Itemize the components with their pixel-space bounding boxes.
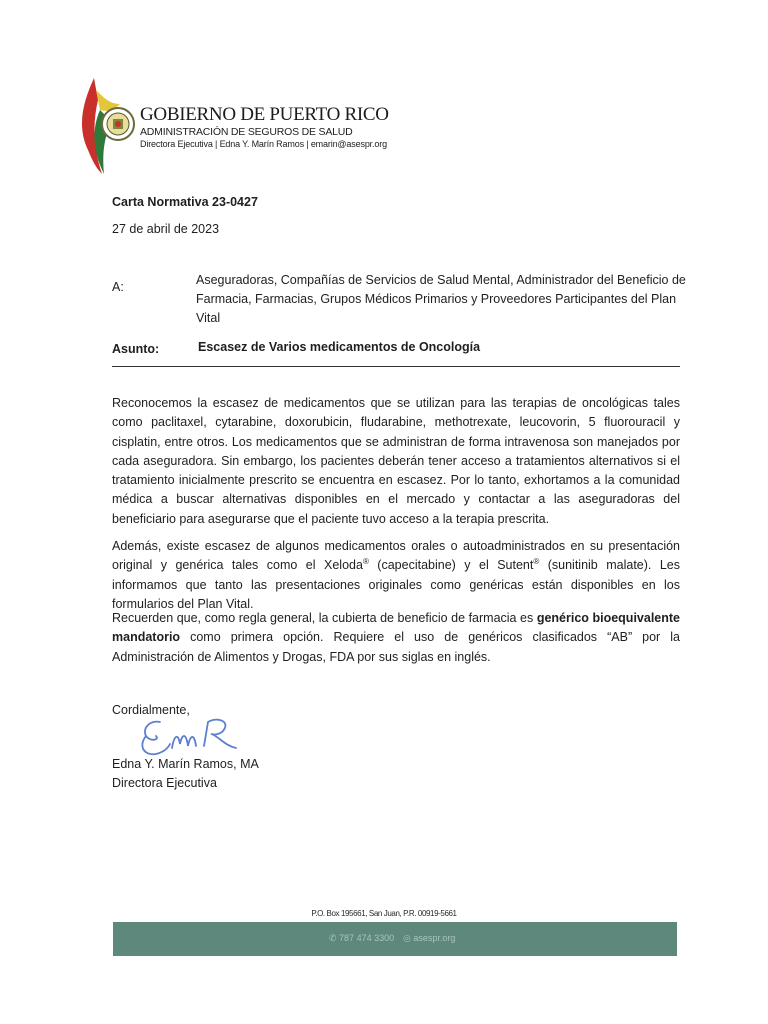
government-emblem-icon xyxy=(74,70,138,180)
phone-icon: ✆ xyxy=(329,933,340,943)
body-paragraph-3 xyxy=(112,609,680,667)
subject-divider xyxy=(112,366,680,367)
signer-title: Directora Ejecutiva xyxy=(112,776,217,790)
registered-mark: ® xyxy=(533,557,540,567)
paragraph-2-text-2: (capecitabine) y el Sutent xyxy=(368,558,534,573)
body-paragraph-2 xyxy=(112,537,680,614)
paragraph-3-bold-text: genérico bioequivalente mandatorio xyxy=(112,611,680,645)
footer-phone xyxy=(329,933,394,944)
footer-web-address: asespr.org xyxy=(413,933,456,943)
signer-name: Edna Y. Marín Ramos, MA xyxy=(112,757,259,771)
recipients-text: Aseguradoras, Compañías de Servicios de Salud Mental, Administrador del Beneficio de Farmacia, Farmacias, Grupos Médicos Primarios y Proveedores Participantes del Plan Vital xyxy=(196,273,686,325)
footer-band xyxy=(113,922,677,956)
paragraph-2-text-3: (sunitinib malate). Les informamos que tanto las presentaciones originales como genéricas están disponibles en los formularios del Plan Vital. xyxy=(112,558,680,611)
letterhead-agency: ADMINISTRACIÓN DE SEGUROS DE SALUD xyxy=(140,126,353,138)
footer-phone-number: 787 474 3300 xyxy=(339,933,395,943)
subject-text: Escasez de Varios medicamentos de Oncología xyxy=(198,340,481,354)
letter-title: Carta Normativa 23-0427 xyxy=(112,195,258,209)
recipients-label: A: xyxy=(112,280,124,294)
footer-address: P.O. Box 195661, San Juan, P.R. 00919-5661 xyxy=(311,909,457,918)
footer-web xyxy=(403,933,455,944)
subject-label: Asunto: xyxy=(112,342,160,356)
signature-image xyxy=(138,714,248,760)
letterhead-org: GOBIERNO DE PUERTO RICO xyxy=(140,104,389,125)
paragraph-2-text-1: Además, existe escasez de algunos medicamentos orales o autoadministrados en su presentación original y genérica tales como el Xeloda xyxy=(112,539,680,573)
letterhead-director-line: Directora Ejecutiva | Edna Y. Marín Ramos | emarin@asespr.org xyxy=(140,139,387,149)
letter-date: 27 de abril de 2023 xyxy=(112,222,220,236)
web-icon: ◎ xyxy=(403,933,414,943)
paragraph-3-text-2: como primera opción. Requiere el uso de genéricos clasificados “AB” por la Administración de Alimentos y Drogas, FDA por sus siglas en inglés. xyxy=(112,630,680,664)
registered-mark: ® xyxy=(362,557,369,567)
body-paragraph-1: Reconocemos la escasez de medicamentos que se utilizan para las terapias de oncológicas tales como paclitaxel, cytarabine, doxorubicin, fludarabine, methotrexate, leucovorin, 5 fluorouracil y cisplatin, entre otros. Los medicamentos que se administran de forma intravenosa son manejados por cada aseguradora. Sin embargo, los pacientes deberán tener acceso a tratamientos alternativos si el tratamiento inicialmente prescrito se encuentra en escasez. Por lo tanto, exhortamos a la comunidad médica a buscar alternativas disponibles en el mercado y contactar a las aseguradoras del beneficiario para asegurarse que el paciente tuvo acceso a la terapia prescrita. xyxy=(112,396,680,526)
closing: Cordialmente, xyxy=(112,703,190,717)
paragraph-3-text-1: Recuerden que, como regla general, la cubierta de beneficio de farmacia es xyxy=(112,611,537,625)
